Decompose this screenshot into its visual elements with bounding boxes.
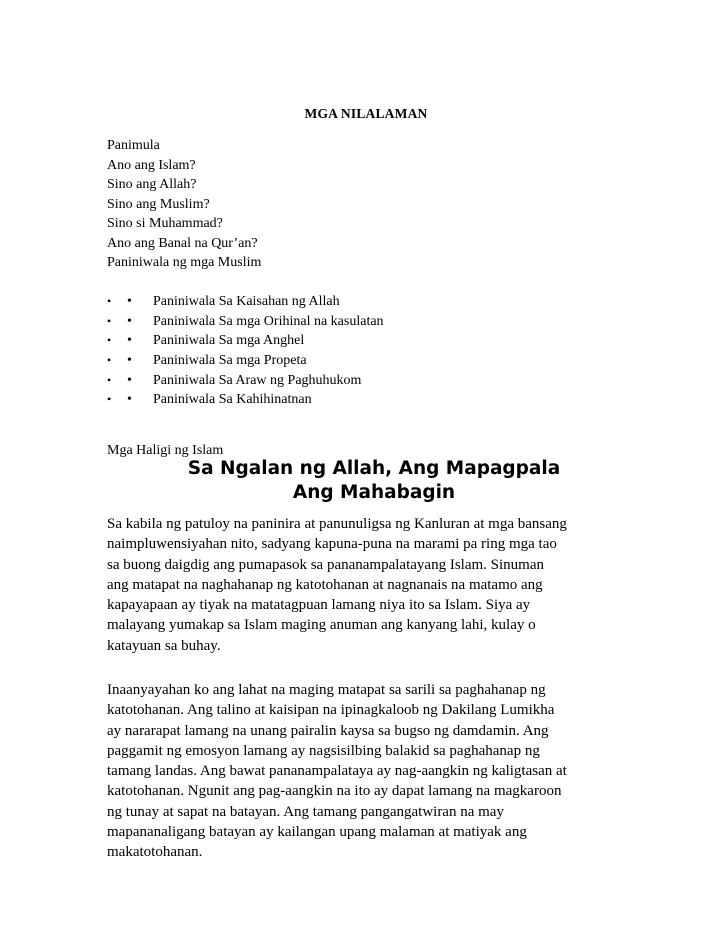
bullet-icon: • [127, 313, 132, 329]
list-item-text: Paniniwala Sa Kaisahan ng Allah [153, 294, 340, 309]
toc-item: Sino ang Allah? [107, 177, 197, 192]
toc-item: Ano ang Islam? [107, 157, 196, 173]
paragraph-line: sa buong daigdig ang pumapasok sa pananampalatayang Islam. Sinuman [107, 556, 544, 573]
paragraph-line: malayang yumakap sa Islam maging anuman ang kanyang lahi, kulay o [107, 617, 536, 634]
paragraph-line: ang matapat na naghahanap ng katotohanan at nagnanais na matamo ang [107, 576, 543, 593]
bullet-icon: • [107, 294, 112, 308]
paragraph-line: katotohanan. Ang talino at kaisipan na ipinagkaloob ng Dakilang Lumikha [107, 702, 555, 719]
table-of-contents [107, 136, 261, 273]
bullet-icon: • [127, 353, 132, 369]
document-subtitle: Ang Mahabagin [292, 482, 456, 503]
toc-item: Panimula [107, 138, 160, 153]
list-item-text: Paniniwala Sa mga Propeta [153, 353, 307, 369]
contents-heading: MGA NILALAMAN [304, 106, 428, 121]
list-item-text: Paniniwala Sa mga Orihinal na kasulatan [153, 313, 384, 329]
toc-item: Paniniwala ng mga Muslim [107, 255, 262, 270]
list-item-text: Paniniwala Sa mga Anghel [153, 333, 305, 349]
paragraph-line: paggamit ng emosyon lamang ay nagsisilbing balakid sa paghahanap ng [107, 742, 540, 759]
bullet-icon: • [107, 392, 112, 407]
invitation-paragraph [107, 680, 627, 863]
bullet-icon: • [127, 294, 132, 309]
bullet-icon: • [127, 372, 132, 388]
bullet-icon: • [127, 333, 132, 349]
paragraph-line: naimpluwensiyahan nito, sadyang kapuna-puna na marami pa ring mga tao [107, 536, 557, 553]
document-title: Sa Ngalan ng Allah, Ang Mapagpala [187, 458, 561, 479]
paragraph-line: Sa kabila ng patuloy na paninira at panunuligsa ng Kanluran at mga bansang [107, 516, 567, 532]
toc-item: Ano ang Banal na Qur’an? [107, 235, 258, 251]
list-item-text: Paniniwala Sa Kahihinatnan [153, 392, 312, 408]
paragraph-line: katotohanan. Ngunit ang pag-aangkin na ito ay dapat lamang na magkaroon [107, 783, 562, 800]
paragraph-line: kapayapaan ay tiyak na matatagpuan lamang niya ito sa Islam. Siya ay [107, 597, 531, 614]
pillars-entry: Mga Haligi ng Islam [107, 443, 224, 458]
bullet-icon: • [107, 353, 112, 368]
bullet-icon: • [107, 333, 112, 348]
paragraph-line: mapananaligang batayan ay kailangan upang malaman at matiyak ang [107, 824, 527, 841]
paragraph-line: makatotohanan. [107, 844, 203, 861]
toc-item: Sino ang Muslim? [107, 196, 210, 212]
paragraph-line: tamang landas. Ang bawat pananampalataya ay nag-aangkin ng kaligtasan at [107, 763, 567, 780]
toc-item: Sino si Muhammad? [107, 216, 223, 231]
paragraph-line: Inaanyayahan ko ang lahat na maging matapat sa sarili sa paghahanap ng [107, 682, 546, 698]
bullet-icon: • [107, 313, 112, 328]
bullet-icon: • [107, 372, 112, 387]
bullet-icon: • [127, 392, 132, 408]
paragraph-line: ng tunay at sapat na batayan. Ang tamang pangangatwiran na may [107, 803, 504, 820]
paragraph-line: ay nararapat lamang na unang pairalin kaysa sa bugso ng damdamin. Ang [107, 722, 549, 739]
list-item-text: Paniniwala Sa Araw ng Paghuhukom [153, 372, 362, 388]
paragraph-line: katayuan sa buhay. [107, 637, 221, 654]
intro-paragraph [107, 514, 627, 656]
